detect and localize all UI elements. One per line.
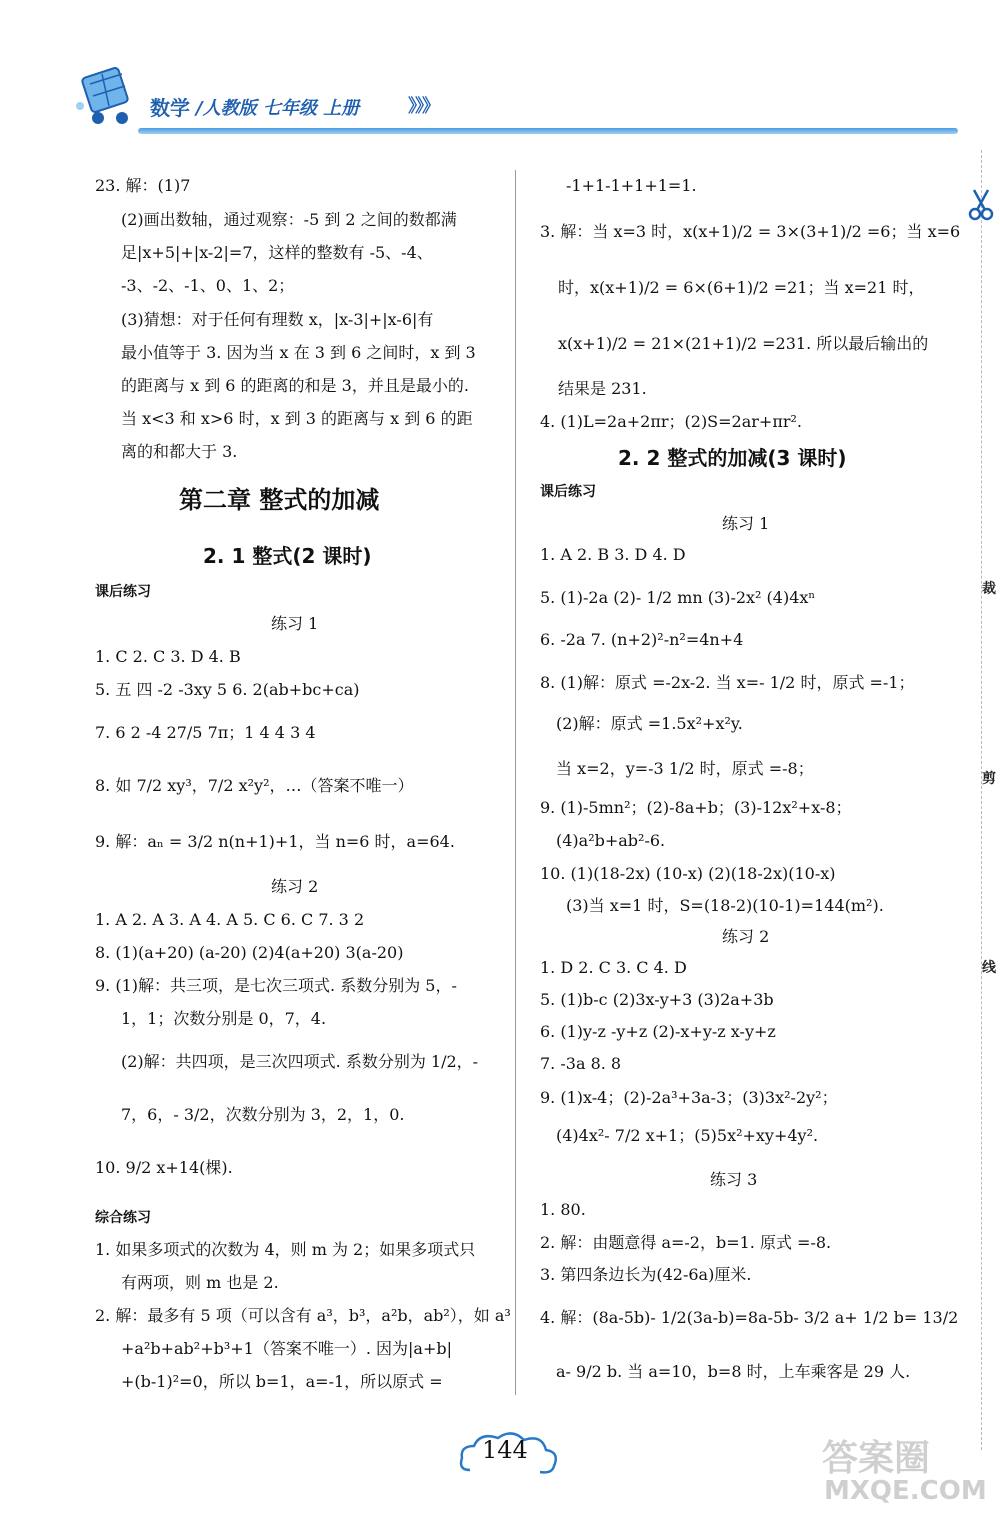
side-mark-line: 线 — [982, 960, 996, 976]
answer-line: 9. 解：aₙ = 3/2 n(n+1)+1，当 n=6 时，a=64. — [95, 832, 455, 851]
header-arrows: 》》》 — [408, 96, 438, 117]
answer-line: 5. (1)b-c (2)3x-y+3 (3)2a+3b — [540, 990, 774, 1009]
cut-line — [981, 150, 982, 1450]
subsection-label: 课后练习 — [95, 584, 151, 600]
answer-line: 10. 9/2 x+14(棵). — [95, 1158, 233, 1177]
answer-line: +(b-1)²=0，所以 b=1，a=-1，所以原式 = — [121, 1372, 443, 1391]
answer-line: (2)解：共四项，是三次四项式. 系数分别为 1/2，- — [121, 1052, 479, 1071]
text-line: 4. (1)L=2a+2πr；(2)S=2ar+πr². — [540, 412, 802, 431]
subsection-label: 综合练习 — [95, 1210, 151, 1226]
scissors-icon — [968, 188, 994, 222]
page-number: 144 — [482, 1436, 528, 1464]
watermark-url: MXQE.COM — [824, 1476, 987, 1506]
exercise-title: 练习 1 — [271, 614, 319, 633]
answer-line: 1，1；次数分别是 0，7，4. — [121, 1009, 327, 1028]
text-line: 足|x+5|+|x-2|=7，这样的整数有 -5、-4、 — [121, 243, 433, 262]
text-line: 的距离与 x 到 6 的距离的和是 3，并且是最小的. — [121, 376, 469, 395]
answer-line: 6. -2a 7. (n+2)²-n²=4n+4 — [540, 630, 744, 649]
answer-line: 1. A 2. A 3. A 4. A 5. C 6. C 7. 3 2 — [95, 910, 365, 929]
header-rule — [138, 128, 958, 134]
answer-line: a- 9/2 b. 当 a=10，b=8 时，上车乘客是 29 人. — [556, 1362, 911, 1381]
subsection-label: 课后练习 — [540, 484, 596, 500]
text-line: 时，x(x+1)/2 = 6×(6+1)/2 =21；当 x=21 时， — [558, 278, 925, 297]
text-line: 离的和都大于 3. — [121, 442, 238, 461]
answer-line: (3)当 x=1 时，S=(18-2)(10-1)=144(m²). — [566, 896, 884, 915]
exercise-title: 练习 1 — [722, 514, 770, 533]
answer-line: 3. 第四条边长为(42-6a)厘米. — [540, 1265, 752, 1284]
text-line: (3)猜想：对于任何有理数 x，|x-3|+|x-6|有 — [121, 310, 434, 329]
answer-line: 4. 解：(8a-5b)- 1/2(3a-b)=8a-5b- 3/2 a+ 1/2 b= 13/2 — [540, 1308, 959, 1327]
chapter-title: 第二章 整式的加减 — [179, 486, 380, 514]
answer-line: 8. 如 7/2 xy³，7/2 x²y²，…（答案不唯一） — [95, 776, 414, 795]
answer-line: 1. C 2. C 3. D 4. B — [95, 647, 241, 666]
text-line: 3. 解：当 x=3 时，x(x+1)/2 = 3×(3+1)/2 =6；当 x=6 — [540, 222, 961, 241]
answer-line: 7. -3a 8. 8 — [540, 1054, 622, 1073]
exercise-title: 练习 3 — [710, 1170, 758, 1189]
column-divider — [515, 170, 516, 1395]
answer-line: 5. 五 四 -2 -3xy 5 6. 2(ab+bc+ca) — [95, 680, 360, 699]
answer-line: 9. (1)解：共三项，是七次三项式. 系数分别为 5，- — [95, 976, 457, 995]
answer-line: (2)解：原式 =1.5x²+x²y. — [556, 714, 743, 733]
text-line: -3、-2、-1、0、1、2； — [121, 276, 295, 295]
answer-line: 10. (1)(18-2x) (10-x) (2)(18-2x)(10-x) — [540, 864, 836, 883]
answer-line: 1. D 2. C 3. C 4. D — [540, 958, 687, 977]
answer-line: 2. 解：最多有 5 项（可以含有 a³，b³，a²b，ab²），如 a³ — [95, 1306, 511, 1325]
answer-line: 9. (1)-5mn²；(2)-8a+b；(3)-12x²+x-8； — [540, 798, 852, 817]
text-line: -1+1-1+1+1=1. — [566, 176, 697, 195]
watermark-logo: 答案圈 — [822, 1438, 931, 1479]
answer-line: 有两项，则 m 也是 2. — [121, 1273, 279, 1292]
answer-line: 6. (1)y-z -y+z (2)-x+y-z x-y+z — [540, 1022, 776, 1041]
text-line: 23. 解：(1)7 — [95, 176, 191, 195]
side-mark-scissor: 剪 — [982, 771, 996, 787]
header-logo-icon — [72, 62, 142, 128]
exercise-title: 练习 2 — [722, 927, 770, 946]
section-title: 2. 1 整式(2 课时) — [203, 544, 372, 568]
answer-line: 5. (1)-2a (2)- 1/2 mn (3)-2x² (4)4xⁿ — [540, 588, 816, 607]
answer-line: (4)4x²- 7/2 x+1；(5)5x²+xy+4y². — [556, 1126, 819, 1145]
text-line: 结果是 231. — [558, 379, 647, 398]
answer-line: 1. 如果多项式的次数为 4，则 m 为 2；如果多项式只 — [95, 1240, 476, 1259]
answer-line: 2. 解：由题意得 a=-2，b=1. 原式 =-8. — [540, 1233, 832, 1252]
answer-line: 8. (1)解：原式 =-2x-2. 当 x=- 1/2 时，原式 =-1； — [540, 673, 915, 692]
side-mark-cut: 裁 — [982, 581, 996, 597]
text-line: 最小值等于 3. 因为当 x 在 3 到 6 之间时，x 到 3 — [121, 343, 476, 362]
exercise-title: 练习 2 — [271, 877, 319, 896]
answer-line: 8. (1)(a+20) (a-20) (2)4(a+20) 3(a-20) — [95, 943, 404, 962]
answer-line: 1. A 2. B 3. D 4. D — [540, 545, 686, 564]
text-line: 当 x<3 和 x>6 时，x 到 3 的距离与 x 到 6 的距 — [121, 409, 473, 428]
text-line: (2)画出数轴，通过观察：-5 到 2 之间的数都满 — [121, 210, 457, 229]
answer-line: 7. 6 2 -4 27/5 7π；1 4 4 3 4 — [95, 723, 316, 742]
answer-line: 9. (1)x-4；(2)-2a³+3a-3；(3)3x²-2y²； — [540, 1088, 838, 1107]
answer-line: 当 x=2，y=-3 1/2 时，原式 =-8； — [556, 759, 814, 778]
answer-line: +a²b+ab²+b³+1（答案不唯一）. 因为|a+b| — [121, 1339, 452, 1358]
header-subject: 数学 — [150, 96, 190, 120]
answer-line: 1. 80. — [540, 1200, 586, 1219]
header-edition: /人教版 七年级 上册 — [196, 98, 360, 119]
answer-line: 7，6，- 3/2，次数分别为 3，2，1，0. — [121, 1105, 405, 1124]
text-line: x(x+1)/2 = 21×(21+1)/2 =231. 所以最后输出的 — [558, 334, 929, 353]
answer-line: (4)a²b+ab²-6. — [556, 831, 666, 850]
section-title: 2. 2 整式的加减(3 课时) — [618, 446, 847, 470]
